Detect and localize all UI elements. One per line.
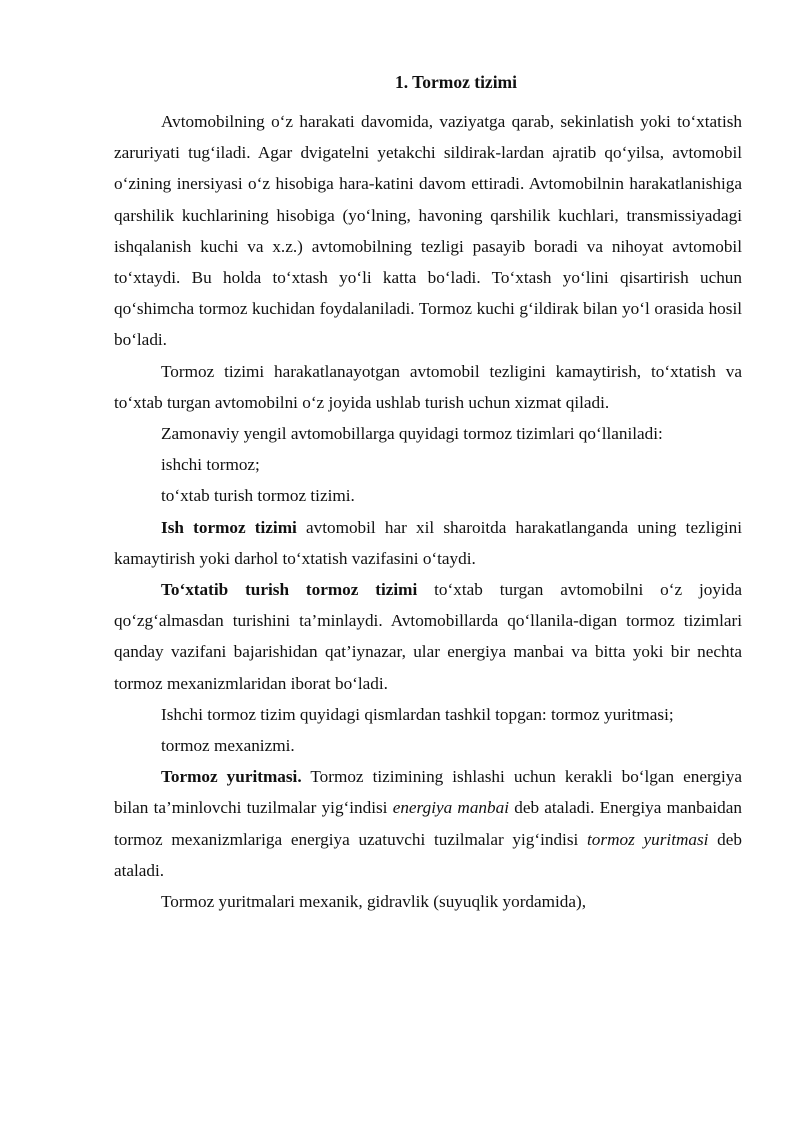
list-item-parking-brake: to‘xtab turish tormoz tizimi. bbox=[161, 486, 355, 506]
list-item-brake-mechanism: tormoz mexanizmi. bbox=[161, 736, 295, 756]
term-energy-source: energiya manbai bbox=[392, 798, 509, 818]
paragraph-parking-brake-text: to‘xtab turgan avtomobilni o‘z joyida qo‘zg‘almasdan turishini ta’minlaydi. Avtomobillarda qo‘llanila-digan tormoz tizimlari qanday vazifani bajarishidan qat’iynazar, ular energiya manbai va bitta yoki bir nechta tormoz mexanizmlaridan iborat bo‘ladi. bbox=[114, 580, 742, 693]
term-service-brake: Ish tormoz tizimi bbox=[161, 517, 297, 537]
paragraph-brake-drive bbox=[114, 761, 742, 886]
paragraph-drive-types: Tormoz yuritmalari mexanik, gidravlik (suyuqlik yordamida), bbox=[161, 892, 587, 912]
paragraph-purpose: Tormoz tizimi harakatlanayotgan avtomobil tezligini kamaytirish, to‘xtatish va to‘xtab turgan avtomobilni o‘z joyida ushlab turish uchun xizmat qiladi. bbox=[114, 361, 742, 412]
paragraph-components: Ishchi tormoz tizim quyidagi qismlardan tashkil topgan: tormoz yuritmasi; bbox=[161, 704, 674, 724]
paragraph-service-brake bbox=[114, 512, 742, 574]
paragraph-parking-brake bbox=[114, 574, 742, 699]
paragraph-brake-drive-text-b: deb ataladi. Energiya manbaidan tormoz mexanizmlariga energiya uzatuvchi tuzilmalar yig‘indisi bbox=[114, 798, 742, 849]
section-title: 1. Tormoz tizimi bbox=[395, 72, 517, 92]
document-body bbox=[114, 106, 742, 917]
paragraph-intro: Avtomobilning o‘z harakati davomida, vaziyatga qarab, sekinlatish yoki to‘xtatish zaruriyati tug‘iladi. Agar dvigatelni yetakchi sildirak-lardan ajratib qo‘yilsa, avtomobil o‘zining inersiyasi o‘z hisobiga hara-katini davom ettiradi. Avtomobilnin harakatlanishiga qarshilik kuchlarining hisobiga (yo‘lning, havoning qarshilik kuchlari, transmissiyadagi ishqalanish kuchi va x.z.) avtomobilning tezligi pasayib boradi va nihoyat avtomobil to‘xtaydi. Bu holda to‘xtash yo‘li katta bo‘ladi. To‘xtash yo‘lini qisartirish uchun qo‘shimcha tormoz kuchidan foydalaniladi. Tormoz kuchi g‘ildirak bilan yo‘l orasida hosil bo‘ladi. bbox=[114, 112, 742, 350]
term-brake-drive-italic: tormoz yuritmasi bbox=[587, 829, 709, 849]
paragraph-brake-drive-text-a: Tormoz tizimining ishlashi uchun kerakli bo‘lgan energiya bilan ta’minlovchi tuzilmalar yig‘indisi bbox=[114, 767, 742, 818]
paragraph-systems-list-intro: Zamonaviy yengil avtomobillarga quyidagi tormoz tizimlari qo‘llaniladi: bbox=[161, 424, 663, 444]
paragraph-service-brake-text: avtomobil har xil sharoitda harakatlanganda uning tezligini kamaytirish yoki darhol to‘xtatish vazifasini o‘taydi. bbox=[114, 517, 742, 568]
paragraph-brake-drive-text-c: deb ataladi. bbox=[114, 829, 743, 880]
term-parking-brake: To‘xtatib turish tormoz tizimi bbox=[161, 580, 418, 600]
term-brake-drive: Tormoz yuritmasi. bbox=[161, 767, 302, 787]
list-item-service-brake: ishchi tormoz; bbox=[161, 455, 260, 475]
